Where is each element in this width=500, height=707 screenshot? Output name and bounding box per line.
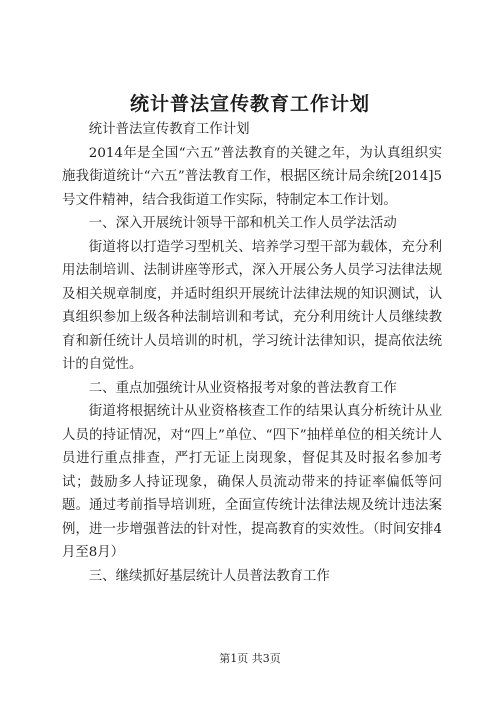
document-title: 统计普法宣传教育工作计划 <box>129 93 370 115</box>
section-heading-2: 二、重点加强统计从业资格报考对象的普法教育工作 <box>88 380 397 396</box>
intro-paragraph: 2014年是全国“六五”普法教育的关键之年，为认真组织实施我街道统计“六五”普法教育工作，根据区统计局余统[2014]5号文件精神，结合我街道工作实际，特制定本工作计划。 <box>62 145 442 208</box>
section-body-1: 街道将以打造学习型机关、培养学习型干部为载体，充分利用法制培训、法制讲座等形式，深入开展公务人员学习法律法规及相关规章制度，并适时组织开展统计法律法规的知识测试，认真组织参加上级各种法制培训和考试，充分利用统计人员继续教育和新任统计人员培训的时机，学习统计法律知识，提高依法统计的自觉性。 <box>62 239 442 372</box>
section-heading-3: 三、继续抓好基层统计人员普法教育工作 <box>88 568 330 584</box>
section-body-2: 街道将根据统计从业资格核查工作的结果认真分析统计从业人员的持证情况，对“四上”单位、“四下”抽样单位的相关统计人员进行重点排查，严打无证上岗现象，督促其及时报名参加考试；鼓励多人持证现象，确保人员流动带来的持证率偏低等问题。通过考前指导培训班，全面宣传统计法律法规及统计违法案例，进一步增强普法的针对性，提高教育的实效性。（时间安排4月至8月） <box>62 404 442 560</box>
subtitle-paragraph: 统计普法宣传教育工作计划 <box>88 122 250 137</box>
page-number-footer: 第1页 共3页 <box>219 652 281 665</box>
section-heading-1: 一、深入开展统计领导干部和机关工作人员学法活动 <box>88 216 397 231</box>
document-body <box>62 118 442 588</box>
